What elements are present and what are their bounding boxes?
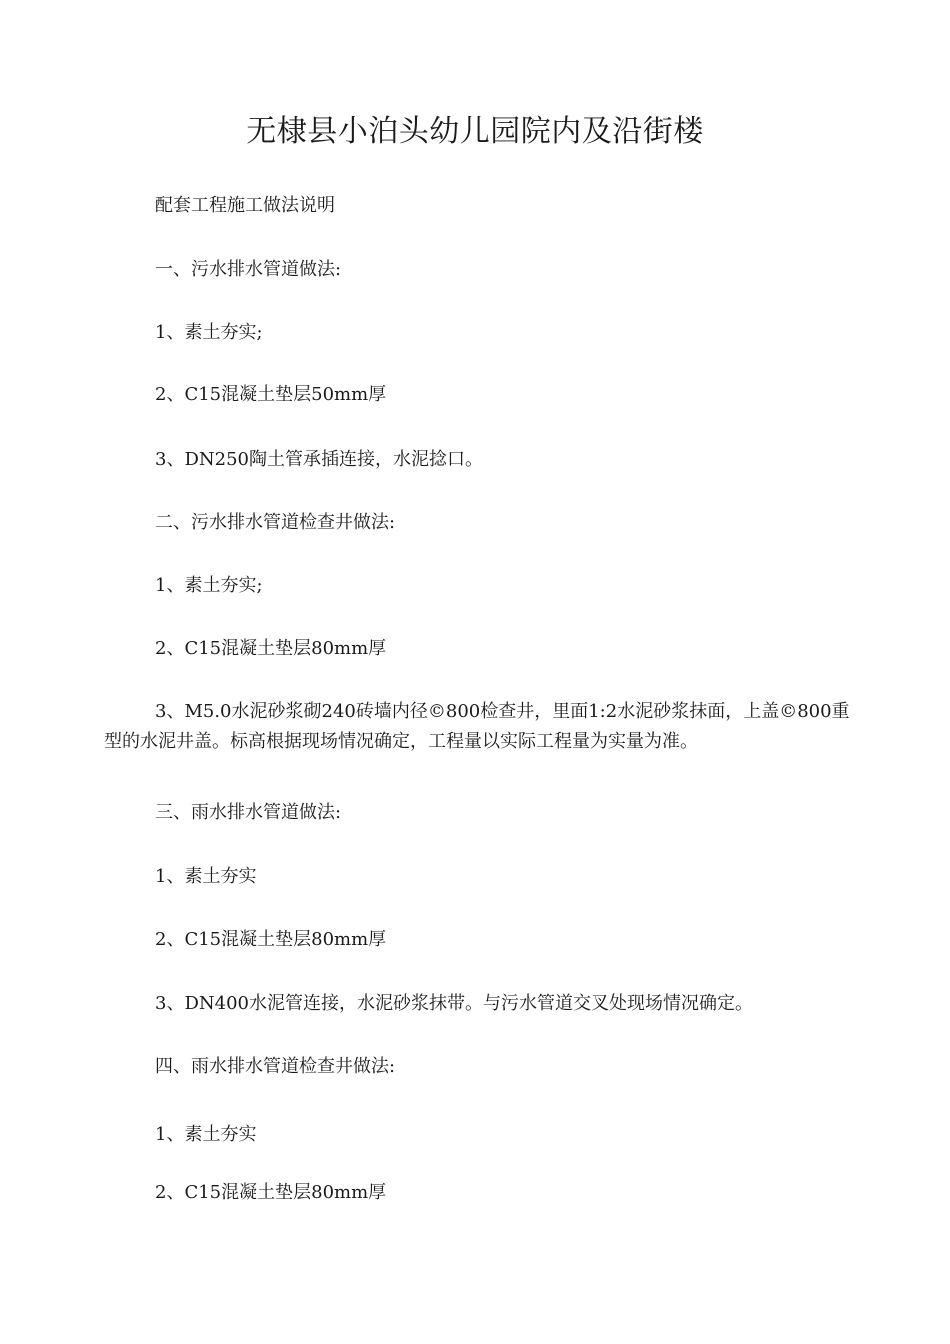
section-4-item-2: 2、C15混凝土垫层80mm厚 bbox=[155, 1182, 387, 1203]
section-3-item-2: 2、C15混凝土垫层80mm厚 bbox=[155, 929, 387, 950]
document-title: 无棣县小泊头幼儿园院内及沿街楼 bbox=[246, 114, 704, 149]
section-3-item-3: 3、DN400水泥管连接，水泥砂浆抹带。与污水管道交叉处现场情况确定。 bbox=[155, 993, 753, 1014]
section-heading-3: 三、雨水排水管道做法: bbox=[155, 802, 342, 823]
section-1-item-3: 3、DN250陶土管承插连接，水泥捻口。 bbox=[155, 449, 483, 470]
section-1-item-1: 1、素土夯实; bbox=[155, 322, 263, 343]
document-subtitle: 配套工程施工做法说明 bbox=[155, 195, 335, 216]
section-2-item-1: 1、素土夯实; bbox=[155, 575, 263, 596]
section-heading-1: 一、污水排水管道做法: bbox=[155, 259, 342, 280]
section-heading-4: 四、雨水排水管道检查井做法: bbox=[155, 1056, 396, 1077]
section-1-item-2: 2、C15混凝土垫层50mm厚 bbox=[155, 384, 387, 405]
section-3-item-1: 1、素土夯实 bbox=[155, 866, 257, 887]
section-heading-2: 二、污水排水管道检查井做法: bbox=[155, 512, 396, 533]
section-2-item-2: 2、C15混凝土垫层80mm厚 bbox=[155, 638, 387, 659]
section-4-item-1: 1、素土夯实 bbox=[155, 1124, 257, 1145]
section-2-item-3: 3、M5.0水泥砂浆砌240砖墙内径©800检查井，里面1:2水泥砂浆抹面，上盖©800重型的水泥井盖。标高根据现场情况确定，工程量以实际工程量为实量为准。 bbox=[104, 701, 850, 752]
